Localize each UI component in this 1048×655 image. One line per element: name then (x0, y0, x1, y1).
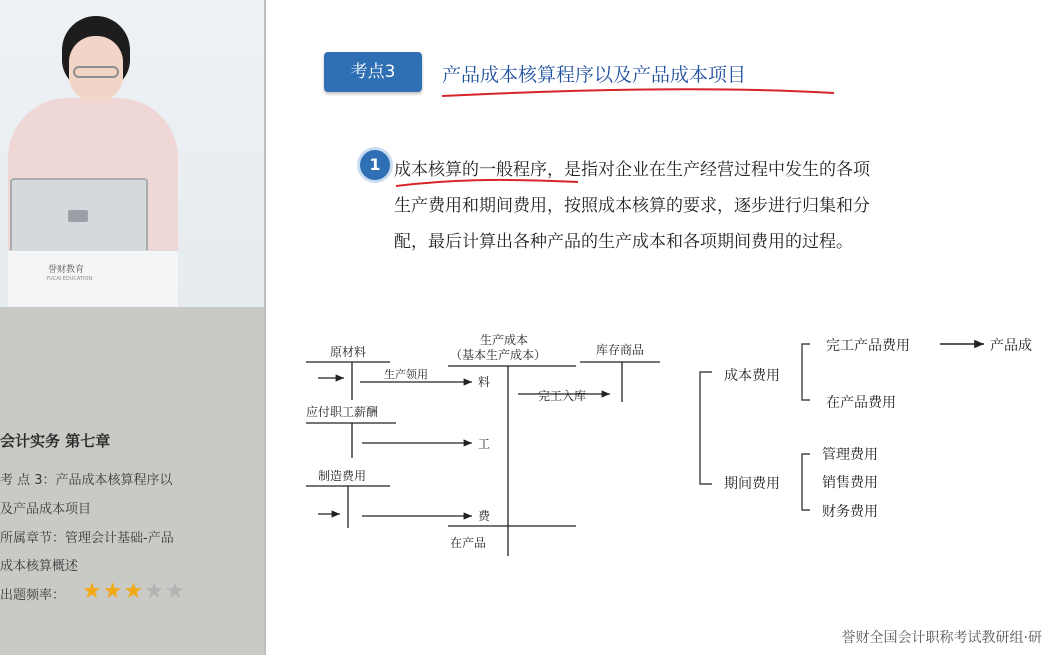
finance-cost-label: 财务费用 (822, 504, 878, 520)
left-panel (0, 0, 264, 655)
podium (8, 250, 178, 307)
cost-fee-label: 成本费用 (724, 368, 780, 384)
labor-label: 工 (478, 437, 491, 451)
frequency-stars (82, 581, 186, 603)
chapter-line-2: 成本核算概述 (0, 559, 79, 574)
frequency-label: 出题频率： (0, 588, 66, 603)
podium-logo-sub: YUCAI EDUCATION (46, 276, 93, 282)
star-empty-icon: ★ (144, 579, 165, 604)
topic-line-1: 考 点 3：产品成本核算程序以 (0, 473, 173, 488)
laptop-logo-icon (68, 210, 88, 222)
finished-product-cost-label: 完工产品费用 (826, 338, 910, 354)
material-label: 料 (478, 375, 491, 389)
title-underline-annotation (442, 89, 834, 96)
payroll-label: 应付职工薪酬 (306, 405, 379, 419)
topic-line-2: 及产品成本项目 (0, 502, 92, 517)
production-use-label: 生产领用 (384, 368, 428, 381)
paragraph-line: 生产费用和期间费用，按照成本核算的要求，逐步进行归集和分 (394, 196, 870, 216)
chapter-line-1: 所属章节：管理会计基础-产品 (0, 531, 174, 546)
instructor-video[interactable] (0, 0, 264, 307)
definition-paragraph (394, 152, 994, 260)
finished-in-label: 完工入库 (538, 389, 587, 403)
wip-label: 在产品 (450, 536, 487, 550)
period-cost-label: 期间费用 (724, 476, 780, 492)
star-empty-icon: ★ (164, 579, 186, 604)
slide-title: 产品成本核算程序以及产品成本项目 (442, 64, 747, 86)
podium-logo: 誉财教育 (48, 265, 85, 275)
star-filled-icon: ★ (123, 579, 145, 604)
course-title: 会计实务 第七章 (0, 432, 111, 450)
overhead-label: 制造费用 (318, 469, 367, 483)
production-cost-label: 生产成本 (480, 333, 529, 347)
slide (264, 0, 1048, 655)
topic-badge: 考点3 (324, 52, 422, 92)
production-cost-sub: （基本生产成本） (450, 348, 547, 362)
product-cost-label: 产品成 (990, 338, 1032, 354)
paragraph-line: 成本核算的一般程序，是指对企业在生产经营过程中发生的各项 (394, 160, 870, 180)
raw-material-label: 原材料 (330, 345, 367, 359)
star-filled-icon: ★ (82, 579, 103, 604)
fee-label: 费 (478, 509, 491, 523)
inventory-label: 库存商品 (596, 343, 645, 357)
point-number-badge: 1 (360, 150, 390, 180)
sales-cost-label: 销售费用 (822, 475, 878, 491)
paragraph-line: 配，最后计算出各种产品的生产成本和各项期间费用的过程。 (394, 232, 853, 252)
management-cost-label: 管理费用 (822, 447, 878, 463)
cost-classification-tree (686, 320, 1048, 540)
cost-flow-diagram (266, 320, 686, 570)
footer-watermark: 誉财全国会计职称考试教研组·研 (841, 630, 1042, 646)
laptop (10, 178, 148, 254)
star-filled-icon: ★ (102, 579, 124, 604)
wip-cost-label: 在产品费用 (826, 395, 896, 411)
instructor-glasses (73, 66, 119, 78)
